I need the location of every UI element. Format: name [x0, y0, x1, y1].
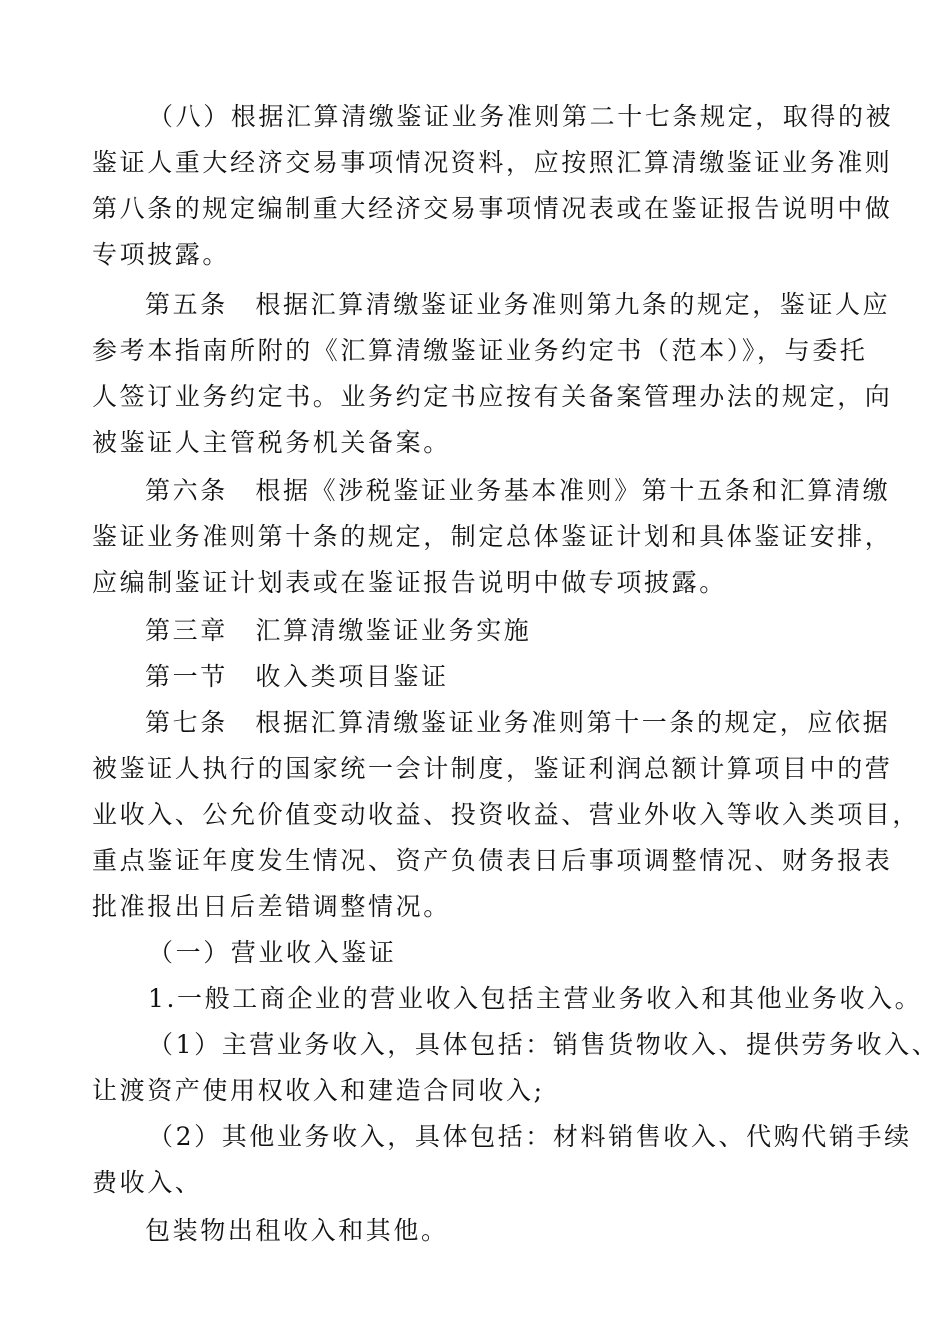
- paragraph-line: 鉴证人重大经济交易事项情况资料，应按照汇算清缴鉴证业务准则: [92, 148, 893, 177]
- list-item: （2）其他业务收入，具体包括：材料销售收入、代购代销手续: [148, 1122, 912, 1151]
- paragraph-line: 重点鉴证年度发生情况、资产负债表日后事项调整情况、财务报表: [92, 846, 893, 875]
- paragraph-line: 费收入、: [92, 1168, 203, 1197]
- list-item: （1）主营业务收入，具体包括：销售货物收入、提供劳务收入、: [148, 1030, 940, 1059]
- paragraph-line: 让渡资产使用权收入和建造合同收入;: [92, 1076, 545, 1105]
- paragraph-line: 人签订业务约定书。业务约定书应按有关备案管理办法的规定，向: [92, 382, 893, 411]
- paragraph-line: 批准报出日后差错调整情况。: [92, 892, 451, 921]
- paragraph-line: 专项披露。: [92, 240, 231, 269]
- subsection-heading: （一）营业收入鉴证: [148, 938, 397, 967]
- article-5-line: 第五条 根据汇算清缴鉴证业务准则第九条的规定，鉴证人应: [145, 290, 891, 319]
- paragraph-line: 业收入、公允价值变动收益、投资收益、营业外收入等收入类项目，: [92, 800, 921, 829]
- paragraph-line: 应编制鉴证计划表或在鉴证报告说明中做专项披露。: [92, 568, 727, 597]
- paragraph-line: 参考本指南所附的《汇算清缴鉴证业务约定书（范本）》，与委托: [92, 336, 868, 365]
- chapter-heading: 第三章 汇算清缴鉴证业务实施: [145, 616, 532, 645]
- paragraph-line: 包装物出租收入和其他。: [145, 1216, 449, 1245]
- paragraph-line: 第八条的规定编制重大经济交易事项情况表或在鉴证报告说明中做: [92, 194, 893, 223]
- article-7-line: 第七条 根据汇算清缴鉴证业务准则第十一条的规定，应依据: [145, 708, 891, 737]
- paragraph-line: 被鉴证人执行的国家统一会计制度，鉴证利润总额计算项目中的营: [92, 754, 893, 783]
- paragraph-line: 被鉴证人主管税务机关备案。: [92, 428, 451, 457]
- paragraph-line: （八）根据汇算清缴鉴证业务准则第二十七条规定，取得的被: [148, 102, 894, 131]
- paragraph-line: 鉴证业务准则第十条的规定，制定总体鉴证计划和具体鉴证安排，: [92, 522, 893, 551]
- list-item: 1.一般工商企业的营业收入包括主营业务收入和其他业务收入。: [148, 984, 923, 1013]
- article-6-line: 第六条 根据《涉税鉴证业务基本准则》第十五条和汇算清缴: [145, 476, 891, 505]
- section-heading: 第一节 收入类项目鉴证: [145, 662, 449, 691]
